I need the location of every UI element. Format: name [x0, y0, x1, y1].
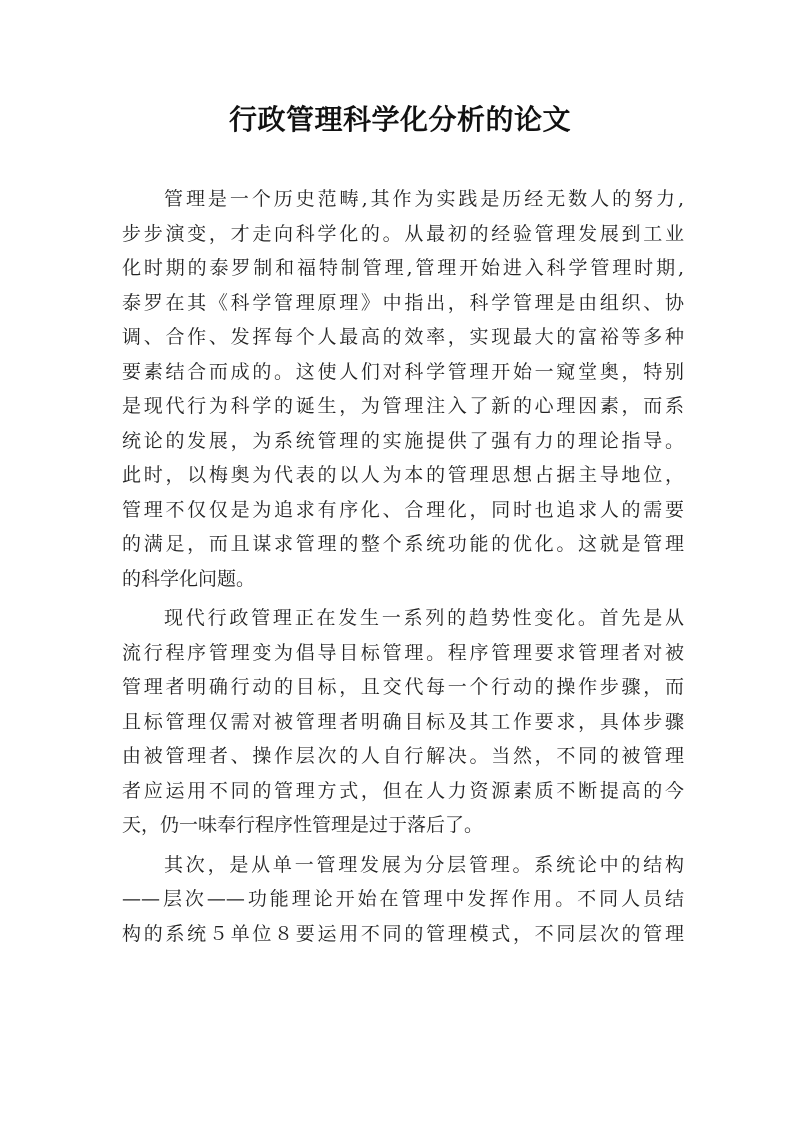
text-line: ——层次——功能理论开始在管理中发挥作用。不同人员结: [122, 888, 684, 910]
document-body: [122, 182, 684, 956]
text-line: 调、合作、发挥每个人最高的效率，实现最大的富裕等多种: [122, 326, 684, 348]
text-line: 管理不仅仅是为追求有序化、合理化，同时也追求人的需要: [122, 498, 684, 521]
text-line: 者应运用不同的管理方式，但在人力资源素质不断提高的今: [122, 779, 684, 802]
text-line: 管理是一个历史范畴,其作为实践是历经无数人的努力,: [164, 188, 684, 210]
text-line: 管理者明确行动的目标，且交代每一个行动的操作步骤，而: [122, 676, 684, 698]
document-title: 行政管理科学化分析的论文: [228, 103, 571, 136]
text-line: 构的系统５单位８要运用不同的管理模式，不同层次的管理: [122, 922, 684, 945]
text-line: 其次，是从单一管理发展为分层管理。系统论中的结构: [164, 853, 684, 876]
text-line: 步步演变，才走向科学化的。从最初的经验管理发展到工业: [122, 222, 684, 245]
paragraph-2: [122, 601, 684, 843]
text-line: 要素结合而成的。这使人们对科学管理开始一窥堂奥，特别: [122, 360, 684, 383]
paragraph-3: [122, 848, 684, 952]
text-line: 统论的发展，为系统管理的实施提供了强有力的理论指导。: [122, 429, 684, 452]
text-line: 由被管理者、操作层次的人自行解决。当然，不同的被管理: [122, 745, 684, 767]
paragraph-1: [122, 182, 684, 596]
text-line: 的满足，而且谋求管理的整个系统功能的优化。这就是管理: [122, 533, 684, 555]
text-line: 此时，以梅奥为代表的以人为本的管理思想占据主导地位，: [122, 464, 684, 486]
text-line: 天，仍一味奉行程序性管理是过于落后了。: [122, 814, 484, 836]
text-line: 化时期的泰罗制和福特制管理,管理开始进入科学管理时期,: [122, 257, 684, 279]
text-line: 现代行政管理正在发生一系列的趋势性变化。首先是从: [164, 607, 684, 629]
text-line: 是现代行为科学的诞生，为管理注入了新的心理因素，而系: [122, 395, 684, 417]
text-line: 泰罗在其《科学管理原理》中指出，科学管理是由组织、协: [122, 291, 684, 314]
text-line: 流行程序管理变为倡导目标管理。程序管理要求管理者对被: [122, 641, 684, 664]
text-line: 且标管理仅需对被管理者明确目标及其工作要求，具体步骤: [122, 710, 684, 733]
text-line: 的科学化问题。: [122, 567, 256, 590]
